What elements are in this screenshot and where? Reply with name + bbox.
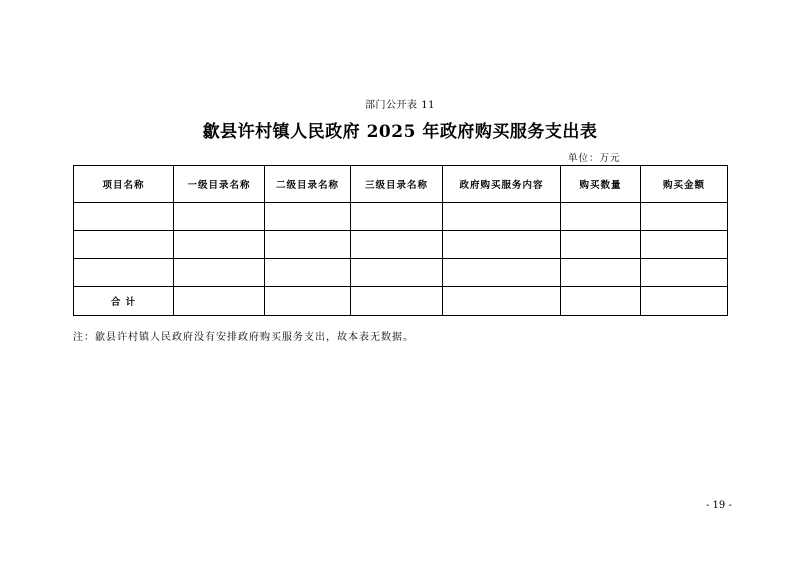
table-cell: [443, 259, 561, 287]
table-cell: [174, 231, 265, 259]
page-number: - 19 -: [706, 500, 732, 511]
table-cell: [351, 203, 443, 231]
table-header-row: [74, 166, 728, 203]
table-total-row: [74, 287, 728, 316]
table-cell: [351, 231, 443, 259]
table-cell: [74, 231, 174, 259]
table-cell: [174, 203, 265, 231]
page-title: 歙县许村镇人民政府 2025 年政府购买服务支出表: [202, 122, 598, 142]
table-cell: [174, 259, 265, 287]
table-cell: [265, 231, 351, 259]
procurement-table: [73, 165, 728, 316]
header-service-content: 政府购买服务内容: [443, 166, 561, 203]
table-cell: [265, 287, 351, 316]
table-cell: [74, 259, 174, 287]
table-cell: [74, 203, 174, 231]
header-amount: 购买金额: [641, 166, 728, 203]
table-cell: [641, 287, 728, 316]
table-note: 注：歙县许村镇人民政府没有安排政府购买服务支出，故本表无数据。: [73, 332, 414, 343]
table-cell: [443, 203, 561, 231]
table-cell: [561, 203, 641, 231]
table-cell: [174, 287, 265, 316]
header-level2-category: 二级目录名称: [265, 166, 351, 203]
header-quantity: 购买数量: [561, 166, 641, 203]
table-cell: [443, 231, 561, 259]
table-cell: [443, 287, 561, 316]
table-cell: [351, 287, 443, 316]
header-level1-category: 一级目录名称: [174, 166, 265, 203]
table-cell: [561, 287, 641, 316]
table-cell: [561, 231, 641, 259]
page-label: 部门公开表 11: [365, 100, 435, 111]
total-label: 合 计: [74, 287, 174, 316]
table-cell: [265, 259, 351, 287]
table-cell: [351, 259, 443, 287]
table-row: [74, 231, 728, 259]
table-cell: [561, 259, 641, 287]
header-level3-category: 三级目录名称: [351, 166, 443, 203]
table-cell: [265, 203, 351, 231]
table-row: [74, 259, 728, 287]
table-row: [74, 203, 728, 231]
table-cell: [641, 259, 728, 287]
unit-label: 单位：万元: [568, 153, 621, 164]
table-cell: [641, 203, 728, 231]
table-cell: [641, 231, 728, 259]
header-project-name: 项目名称: [74, 166, 174, 203]
